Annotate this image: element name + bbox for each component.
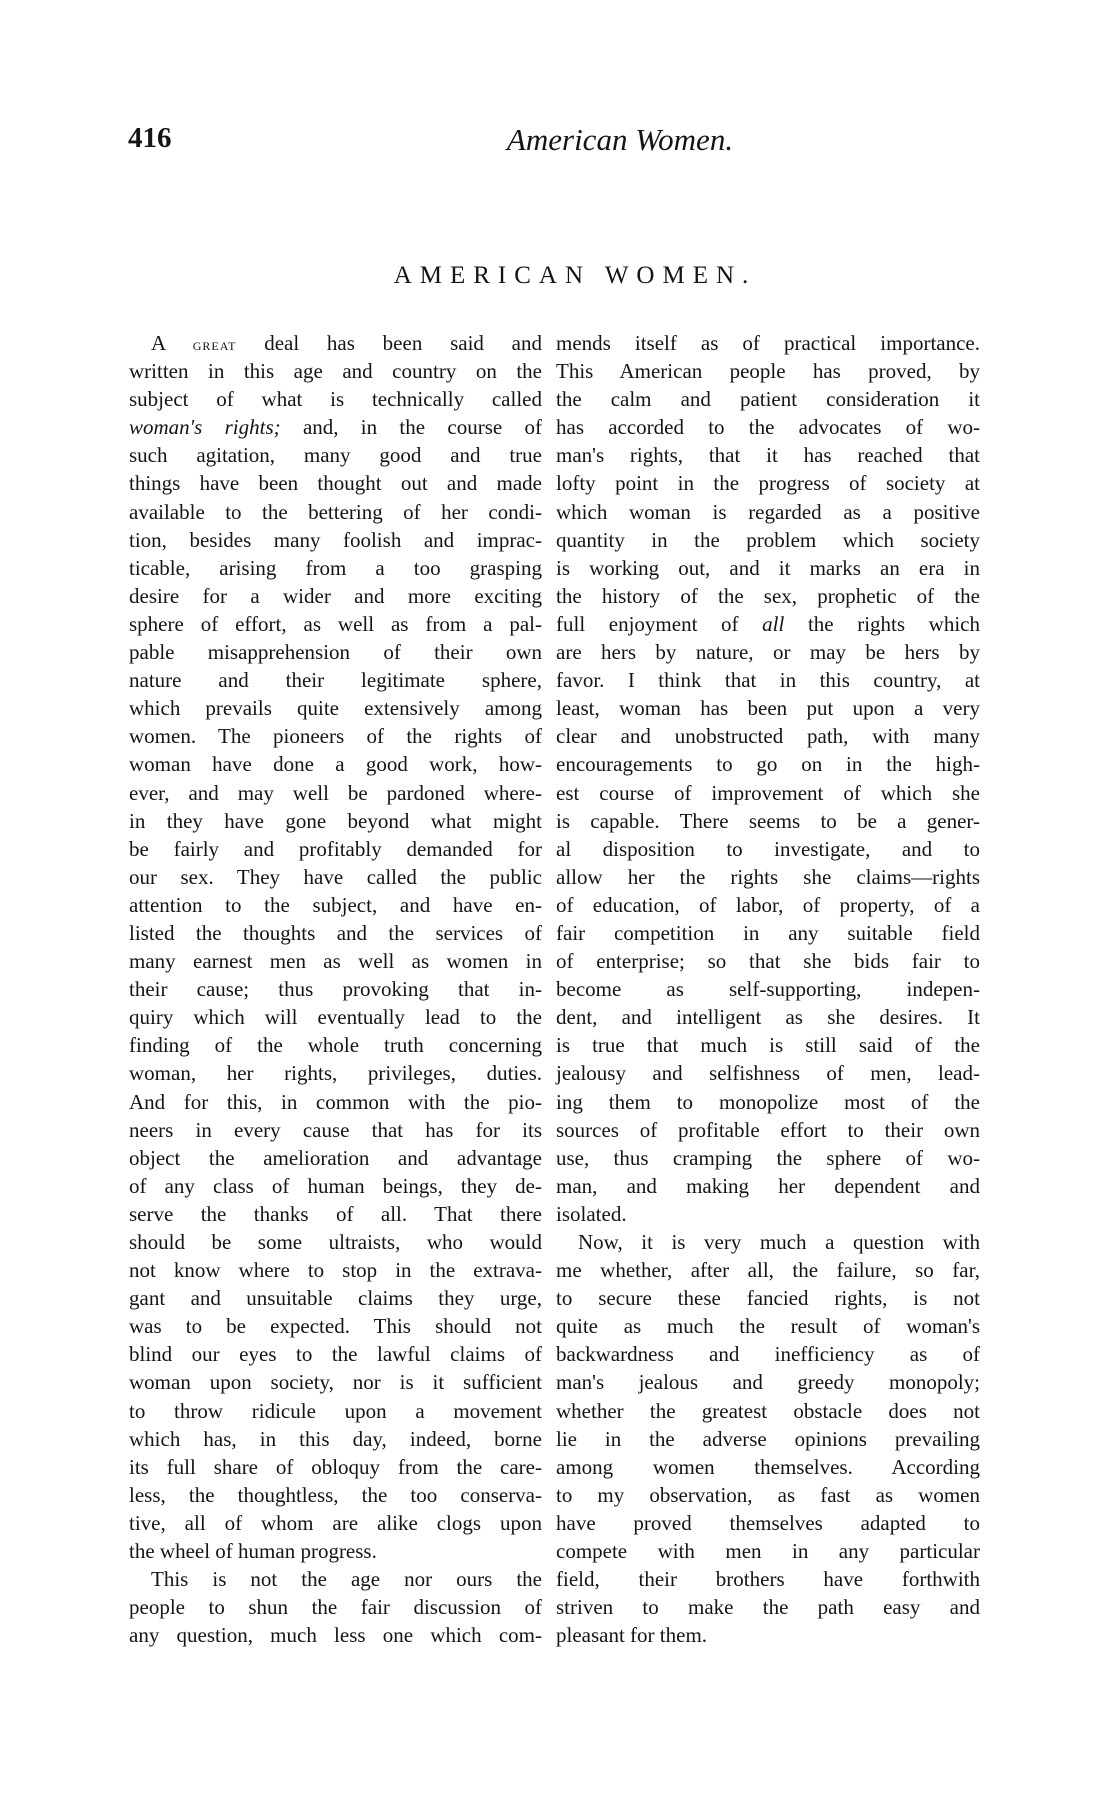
text-line xyxy=(556,694,980,722)
text-segment: many earnest men as well as women in xyxy=(129,949,542,974)
text-segment: quite as much the result of woman's xyxy=(556,1314,980,1339)
text-line xyxy=(129,1312,542,1340)
text-line xyxy=(556,1593,980,1621)
text-segment: among women themselves. According xyxy=(556,1454,980,1479)
text-line xyxy=(129,1031,542,1059)
text-segment: whether the greatest obstacle does not xyxy=(556,1398,980,1423)
text-segment: woman, her rights, privileges, duties. xyxy=(129,1061,542,1086)
text-line xyxy=(129,1509,542,1537)
small-caps-text: great xyxy=(192,334,237,354)
text-segment: the history of the sex, prophetic of the xyxy=(556,583,980,608)
text-line xyxy=(556,975,980,1003)
text-segment: which prevails quite extensively among xyxy=(129,696,542,721)
text-line xyxy=(129,357,542,385)
text-segment: available to the bettering of her condi- xyxy=(129,499,542,524)
text-segment: women. The pioneers of the rights of xyxy=(129,724,542,749)
text-line xyxy=(556,1368,980,1396)
text-segment: ticable, arising from a too grasping xyxy=(129,555,542,580)
text-line xyxy=(556,554,980,582)
text-line xyxy=(129,1537,542,1565)
text-segment: mends itself as of practical importance. xyxy=(556,331,980,355)
text-segment: jealousy and selfishness of men, lead- xyxy=(556,1061,980,1086)
text-line xyxy=(556,947,980,975)
text-line xyxy=(129,1481,542,1509)
text-segment: tion, besides many foolish and imprac- xyxy=(129,527,542,552)
text-segment: and, in the course of xyxy=(280,415,542,440)
text-line xyxy=(129,498,542,526)
text-line xyxy=(556,1172,980,1200)
text-line xyxy=(129,722,542,750)
text-line xyxy=(129,1284,542,1312)
text-segment: the wheel of human progress. xyxy=(129,1539,377,1564)
text-segment: field, their brothers have forthwith xyxy=(556,1567,980,1592)
text-line xyxy=(556,469,980,497)
text-line xyxy=(129,666,542,694)
text-segment: quiry which will eventually lead to the xyxy=(129,1005,542,1030)
text-line xyxy=(129,863,542,891)
text-segment: fair competition in any suitable field xyxy=(556,920,980,945)
text-line xyxy=(129,1116,542,1144)
text-segment: people to shun the fair discussion of xyxy=(129,1595,542,1620)
text-line xyxy=(129,1453,542,1481)
text-line xyxy=(129,1397,542,1425)
text-segment: man, and making her dependent and xyxy=(556,1173,980,1198)
text-line xyxy=(129,1340,542,1368)
text-line xyxy=(129,554,542,582)
text-line xyxy=(556,666,980,694)
text-segment: should be some ultraists, who would xyxy=(129,1230,542,1254)
text-line xyxy=(556,413,980,441)
text-line xyxy=(556,1312,980,1340)
text-segment: And for this, in common with the pio- xyxy=(129,1089,542,1114)
text-segment: deal has been said and xyxy=(236,331,542,355)
text-segment: of enterprise; so that she bids fair to xyxy=(556,949,980,974)
text-line xyxy=(129,807,542,835)
text-line xyxy=(129,1228,542,1256)
text-segment: allow her the rights she claims—rights xyxy=(556,864,980,889)
text-line xyxy=(556,779,980,807)
text-line xyxy=(129,329,542,357)
text-segment: any question, much less one which com- xyxy=(129,1623,542,1648)
text-line xyxy=(556,1425,980,1453)
text-segment: encouragements to go on in the high- xyxy=(556,752,980,777)
text-segment: neers in every cause that has for its xyxy=(129,1117,542,1142)
text-segment: nature and their legitimate sphere, xyxy=(129,668,542,693)
text-segment: Now, it is very much a question with xyxy=(578,1230,980,1254)
text-segment: subject of what is technically called xyxy=(129,387,542,412)
text-line xyxy=(129,469,542,497)
text-line xyxy=(556,1621,980,1649)
text-segment: things have been thought out and made xyxy=(129,471,542,496)
italic-text: all xyxy=(762,611,785,636)
text-segment: attention to the subject, and have en- xyxy=(129,892,542,917)
text-segment: be fairly and profitably demanded for xyxy=(129,836,542,861)
text-segment: use, thus cramping the sphere of wo- xyxy=(556,1145,980,1170)
text-segment: sources of profitable effort to their own xyxy=(556,1117,980,1142)
text-line xyxy=(556,526,980,554)
text-segment: is true that much is still said of the xyxy=(556,1033,980,1058)
text-segment: was to be expected. This should not xyxy=(129,1314,542,1339)
text-line xyxy=(556,807,980,835)
text-line xyxy=(129,1621,542,1649)
text-segment: blind our eyes to the lawful claims of xyxy=(129,1342,542,1367)
text-line xyxy=(556,1116,980,1144)
text-segment: such agitation, many good and true xyxy=(129,443,542,468)
text-line xyxy=(556,1397,980,1425)
text-segment: the calm and patient consideration it xyxy=(556,387,980,412)
text-line xyxy=(556,835,980,863)
running-title: American Women. xyxy=(506,122,734,157)
text-line xyxy=(556,1537,980,1565)
text-segment: A xyxy=(151,331,193,355)
text-segment: ing them to monopolize most of the xyxy=(556,1089,980,1114)
text-segment: favor. I think that in this country, at xyxy=(556,668,980,693)
text-line xyxy=(556,1565,980,1593)
text-line xyxy=(556,638,980,666)
text-segment: is capable. There seems to be a gener- xyxy=(556,808,980,833)
text-segment: are hers by nature, or may be hers by xyxy=(556,640,980,665)
text-line xyxy=(556,1003,980,1031)
text-segment: in they have gone beyond what might xyxy=(129,808,542,833)
text-segment: to my observation, as fast as women xyxy=(556,1482,980,1507)
text-line xyxy=(129,1565,542,1593)
page-number: 416 xyxy=(128,122,172,154)
text-segment: compete with men in any particular xyxy=(556,1539,980,1564)
text-segment: less, the thoughtless, the too conserva- xyxy=(129,1482,542,1507)
text-line xyxy=(129,413,542,441)
text-segment: written in this age and country on the xyxy=(129,359,542,384)
text-line xyxy=(556,1200,980,1228)
text-segment: finding of the whole truth concerning xyxy=(129,1033,542,1058)
text-line xyxy=(129,1593,542,1621)
text-segment: the rights which xyxy=(784,611,980,636)
text-segment: our sex. They have called the public xyxy=(129,864,542,889)
text-segment: quantity in the problem which society xyxy=(556,527,980,552)
text-line xyxy=(556,863,980,891)
text-segment: pable misapprehension of their own xyxy=(129,640,542,665)
text-segment: isolated. xyxy=(556,1201,627,1226)
text-segment: has accorded to the advocates of wo- xyxy=(556,415,980,440)
text-segment: This American people has proved, by xyxy=(556,359,980,384)
text-segment: woman have done a good work, how- xyxy=(129,752,542,777)
text-line xyxy=(129,582,542,610)
text-line xyxy=(556,329,980,357)
text-line xyxy=(129,947,542,975)
text-segment: their cause; thus provoking that in- xyxy=(129,977,542,1002)
text-segment: listed the thoughts and the services of xyxy=(129,920,542,945)
text-segment: pleasant for them. xyxy=(556,1623,708,1648)
text-line xyxy=(129,441,542,469)
text-segment: est course of improvement of which she xyxy=(556,780,980,805)
text-segment: of any class of human beings, they de- xyxy=(129,1173,542,1198)
text-line xyxy=(556,441,980,469)
text-line xyxy=(556,750,980,778)
text-segment: clear and unobstructed path, with many xyxy=(556,724,980,749)
text-segment: to throw ridicule upon a movement xyxy=(129,1398,542,1423)
text-line xyxy=(556,1059,980,1087)
text-line xyxy=(129,1256,542,1284)
text-segment: lofty point in the progress of society at xyxy=(556,471,980,496)
text-line xyxy=(556,891,980,919)
text-line xyxy=(556,610,980,638)
text-segment: serve the thanks of all. That there xyxy=(129,1201,542,1226)
right-text-column xyxy=(556,329,980,1649)
text-segment: of education, of labor, of property, of a xyxy=(556,892,980,917)
text-segment: object the amelioration and advantage xyxy=(129,1145,542,1170)
text-segment: woman upon society, nor is it sufficient xyxy=(129,1370,542,1395)
text-line xyxy=(129,975,542,1003)
text-segment: not know where to stop in the extrava- xyxy=(129,1258,542,1283)
italic-text: woman's rights; xyxy=(129,415,281,440)
text-segment: which woman is regarded as a positive xyxy=(556,499,980,524)
text-line xyxy=(556,357,980,385)
text-line xyxy=(556,1481,980,1509)
text-line xyxy=(129,1144,542,1172)
text-segment: sphere of effort, as well as from a pal- xyxy=(129,611,542,636)
text-line xyxy=(556,1340,980,1368)
text-segment: me whether, after all, the failure, so far, xyxy=(556,1258,980,1283)
text-segment: al disposition to investigate, and to xyxy=(556,836,980,861)
text-line xyxy=(556,1031,980,1059)
text-line xyxy=(129,1088,542,1116)
text-line xyxy=(129,526,542,554)
text-segment: least, woman has been put upon a very xyxy=(556,696,980,721)
text-line xyxy=(129,1003,542,1031)
text-segment: gant and unsuitable claims they urge, xyxy=(129,1286,542,1311)
text-line xyxy=(129,919,542,947)
text-segment: backwardness and inefficiency as of xyxy=(556,1342,980,1367)
text-line xyxy=(556,1453,980,1481)
text-line xyxy=(129,638,542,666)
text-line xyxy=(556,1228,980,1256)
text-line xyxy=(129,891,542,919)
text-segment: man's jealous and greedy monopoly; xyxy=(556,1370,980,1395)
text-segment: have proved themselves adapted to xyxy=(556,1510,980,1535)
text-line xyxy=(129,1172,542,1200)
text-line xyxy=(556,1256,980,1284)
text-segment: full enjoyment of xyxy=(556,611,763,636)
article-title: AMERICAN WOMEN. xyxy=(393,262,757,289)
text-segment: become as self-supporting, indepen- xyxy=(556,977,980,1002)
text-line xyxy=(129,1425,542,1453)
text-line xyxy=(556,919,980,947)
text-segment: This is not the age nor ours the xyxy=(151,1567,542,1592)
text-line xyxy=(129,1200,542,1228)
text-line xyxy=(129,779,542,807)
text-line xyxy=(129,610,542,638)
text-line xyxy=(556,582,980,610)
text-segment: lie in the adverse opinions prevailing xyxy=(556,1426,980,1451)
text-segment: its full share of obloquy from the care- xyxy=(129,1454,542,1479)
left-text-column xyxy=(129,329,542,1649)
text-line xyxy=(556,1284,980,1312)
text-segment: man's rights, that it has reached that xyxy=(556,443,980,468)
text-line xyxy=(556,498,980,526)
text-line xyxy=(129,385,542,413)
text-segment: dent, and intelligent as she desires. It xyxy=(556,1005,980,1030)
text-line xyxy=(556,385,980,413)
text-line xyxy=(129,750,542,778)
text-line xyxy=(129,1059,542,1087)
text-line xyxy=(556,722,980,750)
text-segment: tive, all of whom are alike clogs upon xyxy=(129,1510,542,1535)
text-segment: ever, and may well be pardoned where- xyxy=(129,780,542,805)
text-line xyxy=(129,694,542,722)
text-segment: striven to make the path easy and xyxy=(556,1595,980,1620)
text-segment: to secure these fancied rights, is not xyxy=(556,1286,980,1311)
text-line xyxy=(129,1368,542,1396)
text-line xyxy=(556,1509,980,1537)
text-line xyxy=(556,1088,980,1116)
text-segment: desire for a wider and more exciting xyxy=(129,583,542,608)
text-segment: is working out, and it marks an era in xyxy=(556,555,980,580)
text-line xyxy=(556,1144,980,1172)
text-segment: which has, in this day, indeed, borne xyxy=(129,1426,542,1451)
text-line xyxy=(129,835,542,863)
